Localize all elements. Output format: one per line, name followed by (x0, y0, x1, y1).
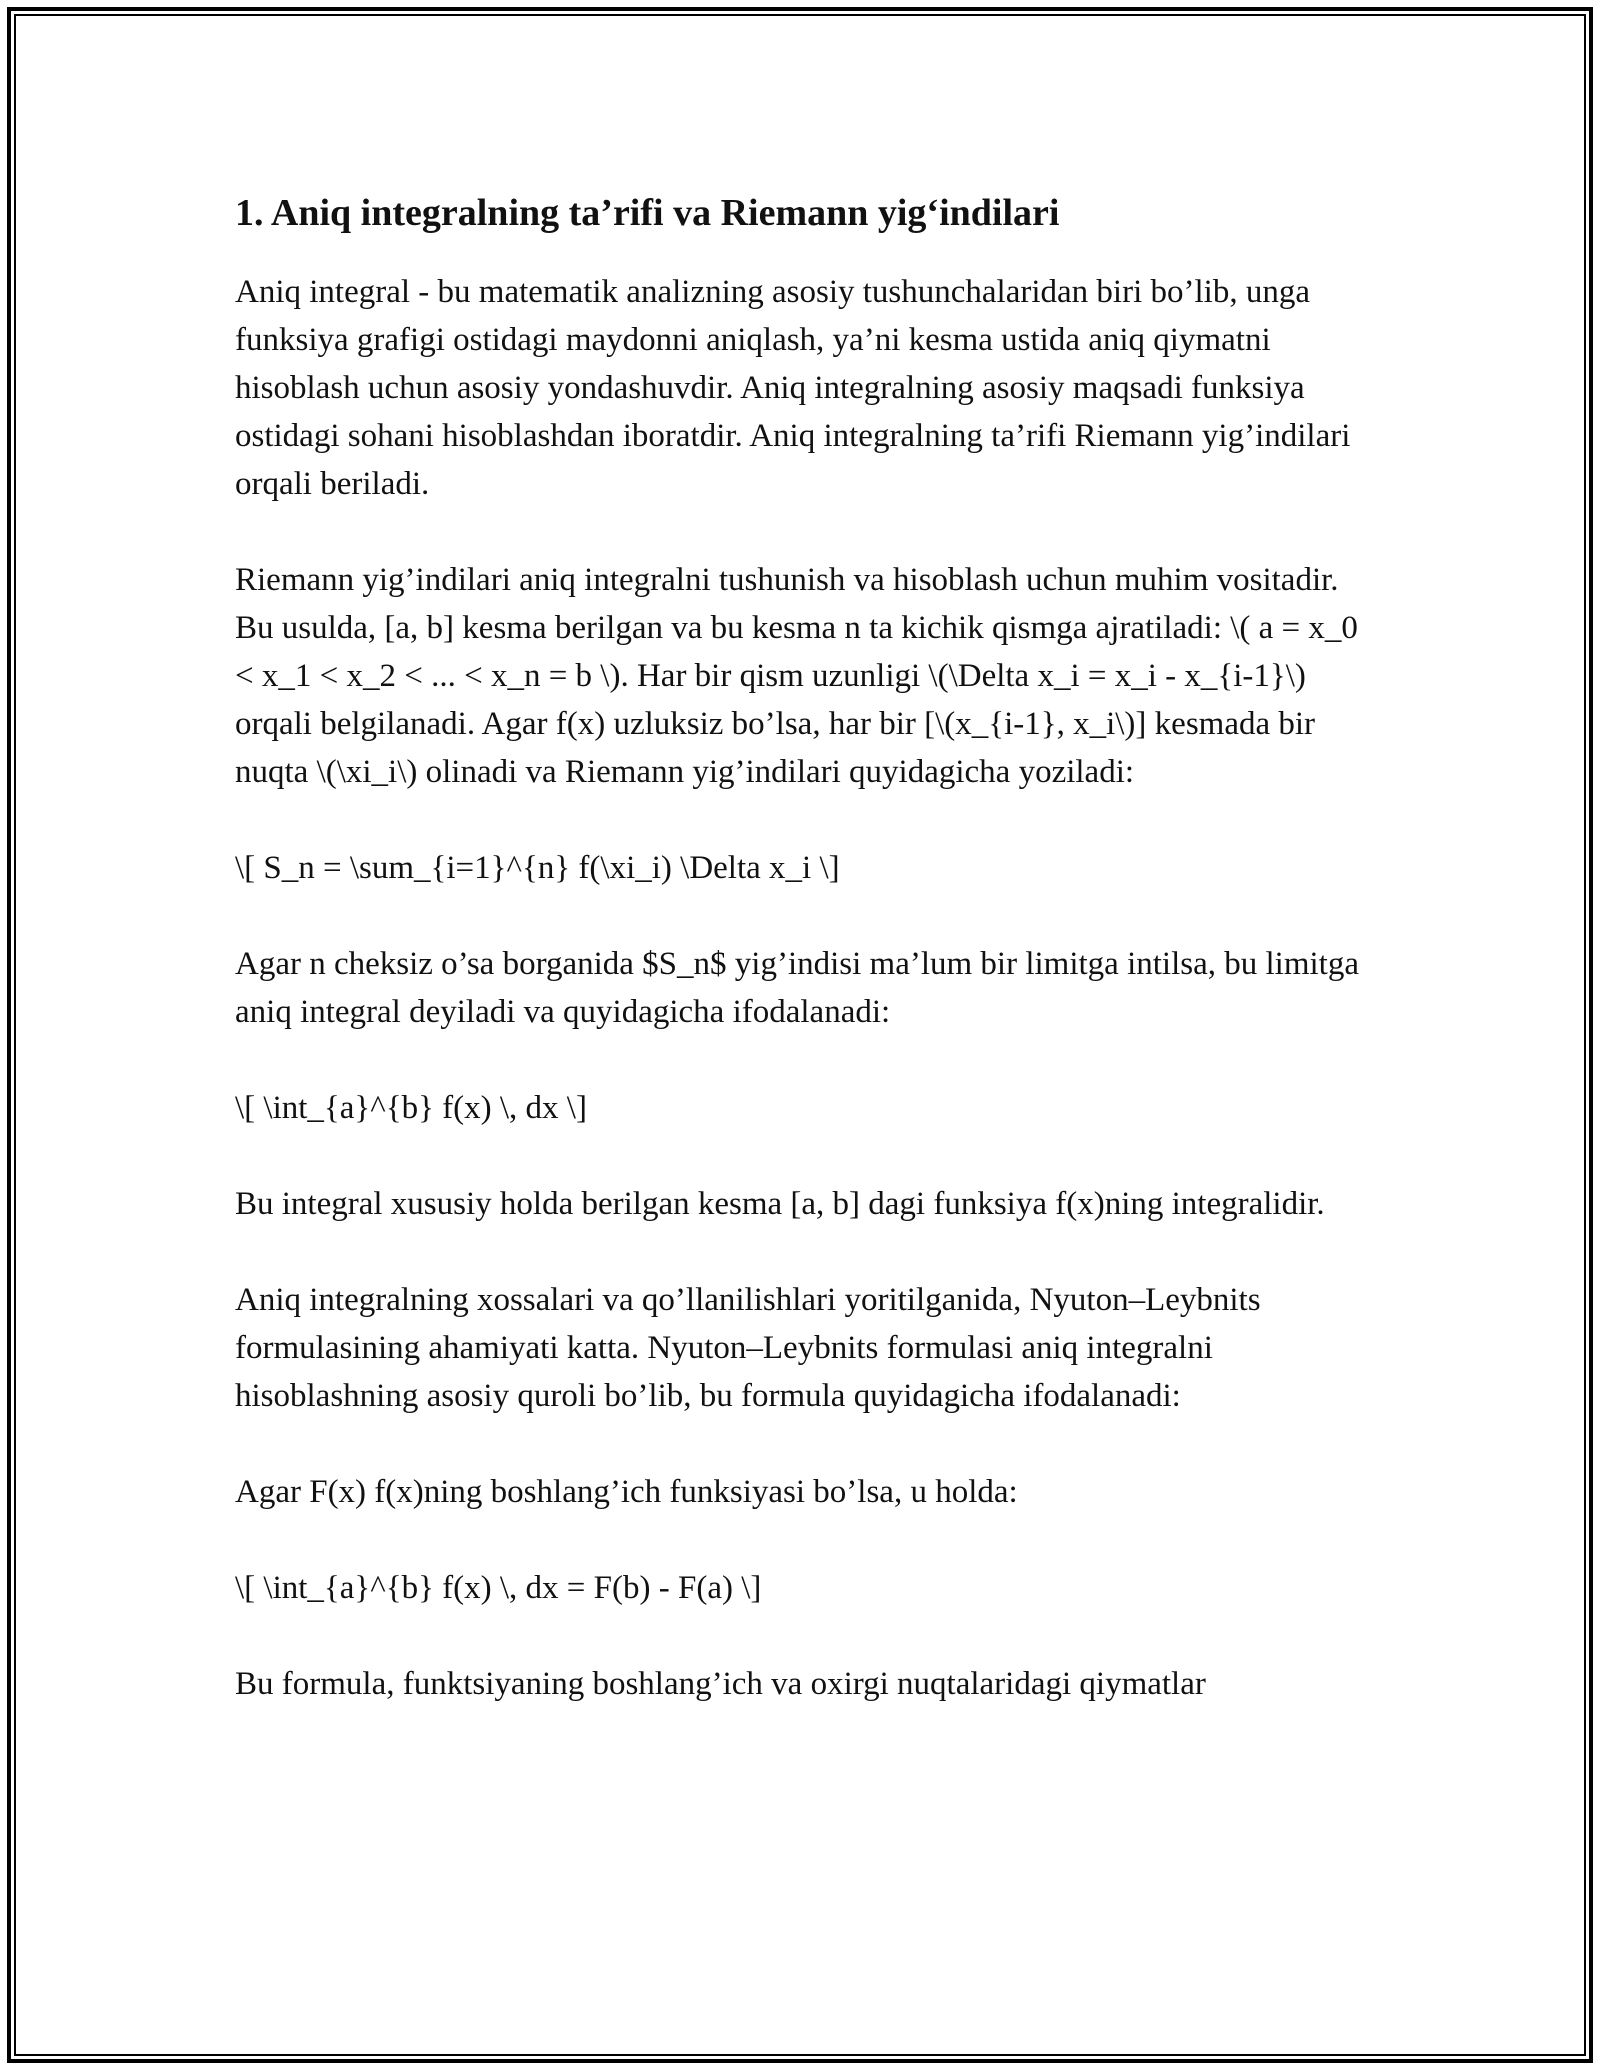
paragraph-riemann-sums: Riemann yig’indilari aniq integralni tushunish va hisoblash uchun muhim vositadir. Bu usulda, [a, b] kesma berilgan va bu kesma n ta kichik qismga ajratiladi: \( a = x_0 < x_1 < x_2 < ... < x_n = b \). Har bir qism uzunligi \(\Delta x_i = x_i - x_{i-1}\) orqali belgilanadi. Agar f(x) uzluksiz bo’lsa, har bir [\(x_{i-1}, x_i\)] kesmada bir nuqta \(\xi_i\) olinadi va Riemann yig’indilari quyidagicha yoziladi: (235, 562, 1358, 790)
paragraph-formula-explanation: Bu formula, funktsiyaning boshlang’ich va oxirgi nuqtalaridagi qiymatlar (235, 1666, 1206, 1702)
document-body (235, 188, 1370, 1756)
paragraph-definition: Aniq integral - bu matematik analizning asosiy tushunchalaridan biri bo’lib, unga funksiya grafigi ostidagi maydonni aniqlash, ya’ni kesma ustida aniq qiymatni hisoblash uchun asosiy yondashuvdir. Aniq integralning asosiy maqsadi funksiya ostidagi sohani hisoblashdan iboratdir. Aniq integralning ta’rifi Riemann yig’indilari orqali beriladi. (235, 274, 1351, 502)
paragraph-integral-meaning: Bu integral xususiy holda berilgan kesma [a, b] dagi funksiya f(x)ning integralidir. (235, 1186, 1325, 1222)
formula-newton-leibniz: \[ \int_{a}^{b} f(x) \, dx = F(b) - F(a) \] (235, 1570, 762, 1606)
paragraph-antiderivative: Agar F(x) f(x)ning boshlang’ich funksiyasi bo’lsa, u holda: (235, 1474, 1018, 1510)
formula-definite-integral: \[ \int_{a}^{b} f(x) \, dx \] (235, 1090, 587, 1126)
paragraph-limit: Agar n cheksiz o’sa borganida $S_n$ yig’indisi ma’lum bir limitga intilsa, bu limitga aniq integral deyiladi va quyidagicha ifodalanadi: (235, 946, 1359, 1030)
paragraph-newton-leibniz: Aniq integralning xossalari va qo’llanilishlari yoritilganida, Nyuton–Leybnits formulasining ahamiyati katta. Nyuton–Leybnits formulasi aniq integralni hisoblashning asosiy quroli bo’lib, bu formula quyidagicha ifodalanadi: (235, 1282, 1261, 1414)
section-heading: 1. Aniq integralning ta’rifi va Riemann yig‘indilari (235, 192, 1060, 234)
formula-riemann-sum: \[ S_n = \sum_{i=1}^{n} f(\xi_i) \Delta x_i \] (235, 850, 840, 886)
